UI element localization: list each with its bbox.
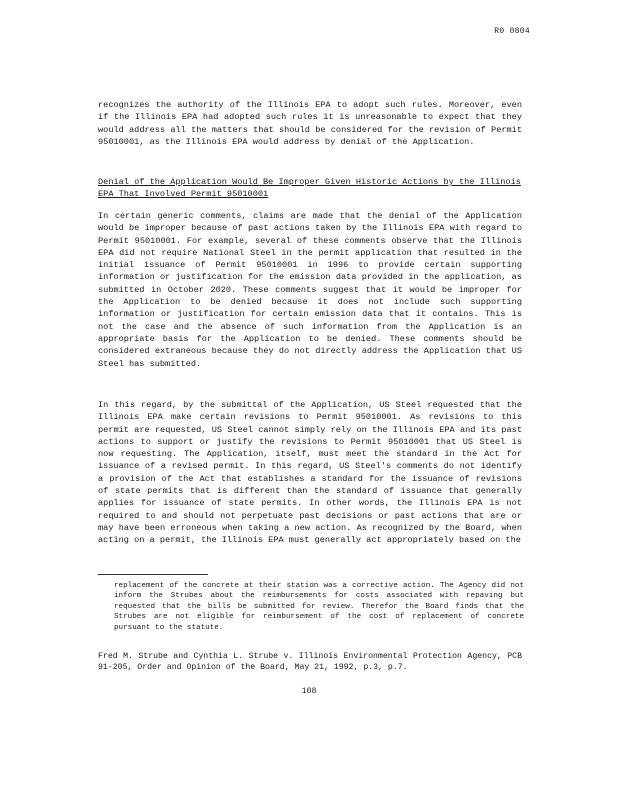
page-number: 108 — [301, 687, 317, 696]
paragraph-revision-request: In this regard, by the submittal of the Application, US Steel requested that the Illinois EPA make certain revisions to Permit 95010001. As revisions to this permit are requested, US Steel cannot simply rely on the Illinois EPA and its past actions to support or justify the revisions to Permit 95010001 that US Steel is now requesting. The Application, itself, must meet the standard in the Act for issuance of a revised permit. In this regard, US Steel's comments do not identify a provision of the Act that establishes a standard for the issuance of revisions of state permits that is different than the standard of issuance that generally applies for issuance of state permits. In other words, the Illinois EPA is not required to and should not perpetuate past decisions or past actions that are or may have been erroneous when taking a new action. As recognized by the Board, when acting on a permit, the Illinois EPA must generally act appropriately based on the — [98, 400, 522, 546]
footnote-citation: Fred M. Strube and Cynthia L. Strube v. Illinois Environmental Protection Agency, PCB 91-205, Order and Opinion of the Board, May 21, 1992, p.3, p.7. — [98, 652, 522, 673]
footnote-divider — [98, 574, 208, 575]
document-id: R0 0804 — [494, 27, 530, 36]
paragraph-continuation: recognizes the authority of the Illinois EPA to adopt such rules. Moreover, even if the Illinois EPA had adopted such rules it is unreasonable to expect that they would address all the matters that should be considered for the revision of Permit 95010001, as the Illinois EPA would address by denial of the Application. — [98, 100, 522, 147]
section-heading: Denial of the Application Would Be Improper Given Historic Actions by the Illinois EPA That Involved Permit 95010001 — [98, 177, 521, 200]
footnote-text: replacement of the concrete at their station was a corrective action. The Agency did not inform the Strubes about the reimbursements for costs associated with repaving but requested that the bills be submitted for review. Therefor the Board finds that the Strubes are not eligible for reimbursement of the cost of replacement of concrete pursuant to the statute. — [114, 582, 524, 632]
paragraph-generic-comments: In certain generic comments, claims are made that the denial of the Application would be improper because of past actions taken by the Illinois EPA with regard to Permit 95010001. For example, several of these comments observe that the Illinois EPA did not require National Steel in the permit application that resulted in the initial issuance of Permit 95010001 in 1996 to provide certain supporting information or justification for the emission data provided in the application, as submitted in October 2020. These comments suggest that it would be improper for the Application to be denied because it does not include such supporting information or justification for certain emission data that it contains. This is not the case and the absence of such information from the Application is an appropriate basis for the Application to be denied. These comments should be considered extraneous because they do not directly address the Application that US Steel has submitted. — [98, 211, 522, 369]
